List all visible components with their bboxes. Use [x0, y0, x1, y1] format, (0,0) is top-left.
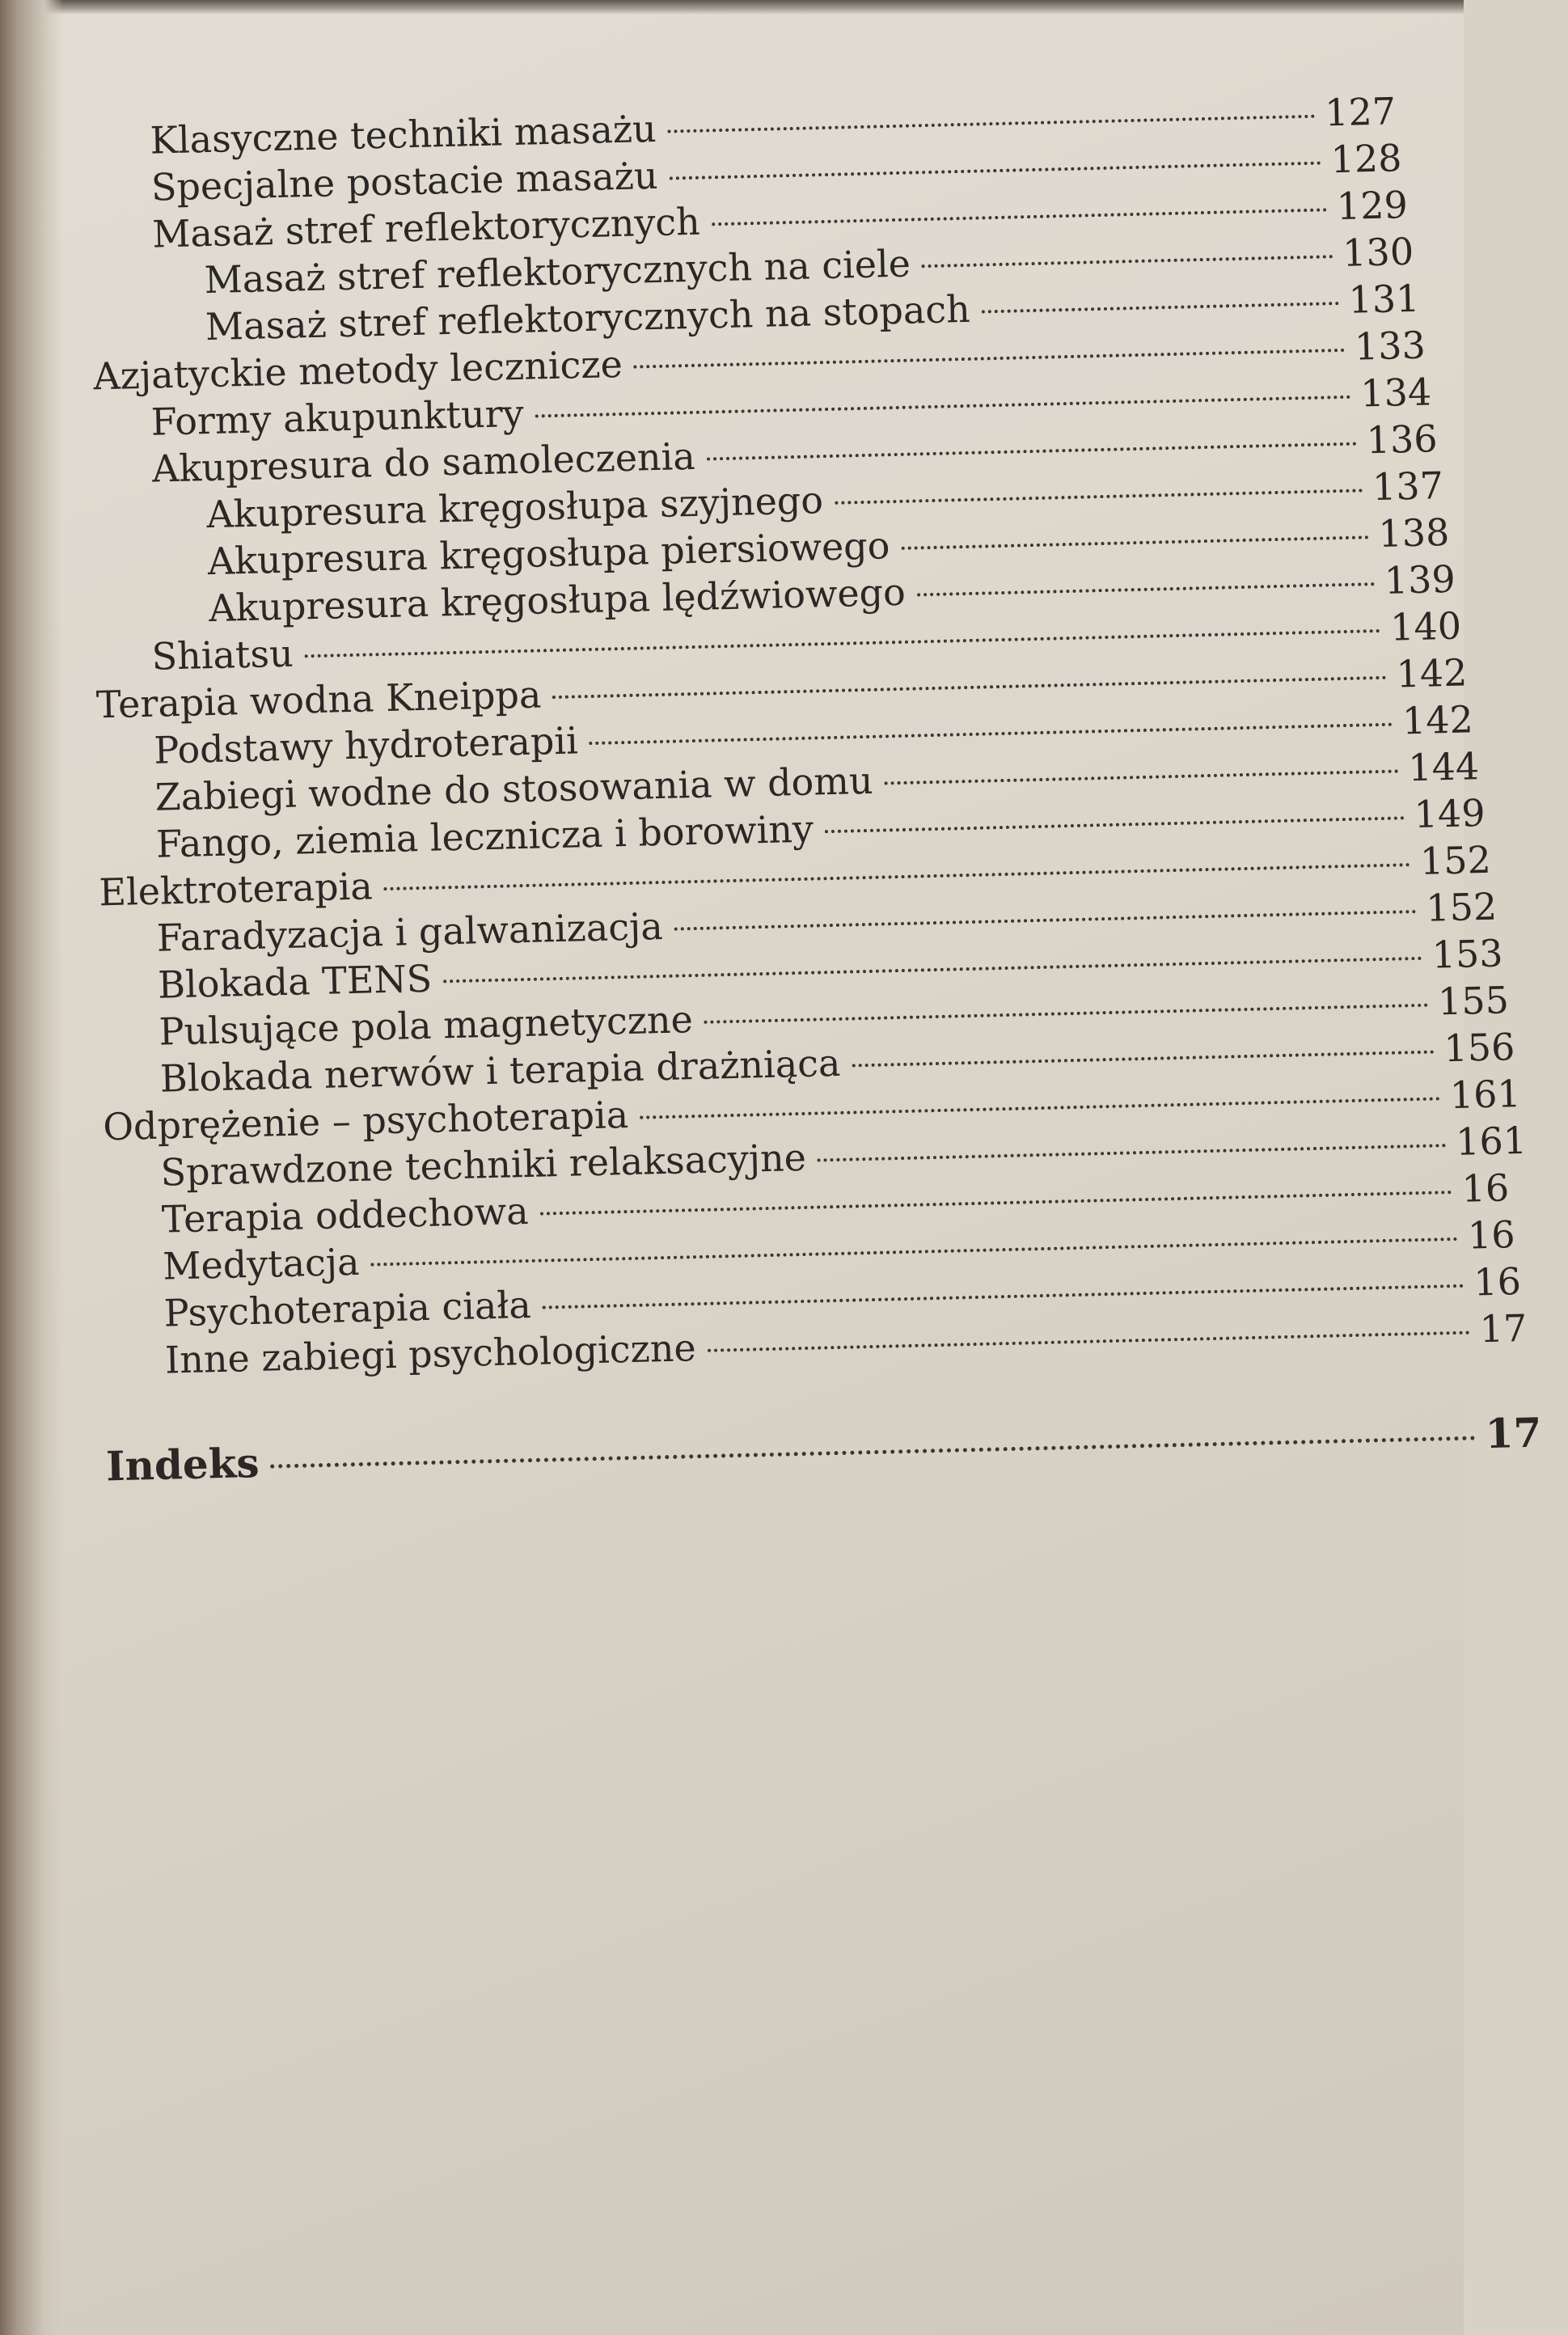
dot-leader — [535, 396, 1351, 418]
toc-entry-page: 131 — [1348, 276, 1421, 322]
toc-entry-title: Masaż stref reflektorycznych na stopach — [205, 286, 971, 349]
dot-leader — [540, 1191, 1452, 1216]
dot-leader — [818, 1144, 1447, 1161]
dot-leader — [371, 1237, 1459, 1267]
dot-leader — [384, 863, 1410, 890]
toc-entry-title: Terapia wodna Kneippa — [95, 672, 542, 727]
dot-leader — [552, 676, 1386, 699]
toc-entry-page: 134 — [1359, 370, 1432, 416]
toc-entry-page: 130 — [1342, 229, 1414, 275]
toc-entry-title: Shiatsu — [151, 631, 294, 679]
binding-shadow — [0, 0, 63, 2335]
toc-entry-title: Akupresura do samoleczenia — [151, 434, 696, 491]
toc-entry-title: Klasyczne techniki masażu — [149, 106, 657, 163]
toc-entry-title: Zabiegi wodne do stosowania w domu — [154, 758, 874, 819]
dot-leader — [543, 1284, 1464, 1309]
toc-entry-title: Specjalne postacie masażu — [150, 153, 659, 209]
toc-entry-page: 17 — [1485, 1408, 1543, 1458]
toc-entry-page: 152 — [1419, 837, 1492, 883]
toc-entry-title: Psychoterapia ciała — [163, 1282, 532, 1335]
toc-entry-title: Blokada nerwów i terapia drażniąca — [159, 1040, 841, 1101]
toc-entry-title: Fango, ziemia lecznicza i borowiny — [155, 806, 814, 866]
toc-entry-page: 138 — [1377, 510, 1450, 556]
toc-entry-page: 17 — [1479, 1305, 1528, 1352]
dot-leader — [917, 582, 1375, 596]
toc-entry-page: 136 — [1366, 417, 1439, 463]
toc-entry-page: 137 — [1371, 463, 1444, 510]
toc-entry-title: Odprężenie – psychoterapia — [102, 1093, 629, 1149]
dot-leader — [704, 1004, 1428, 1024]
toc-entry-title: Masaż stref reflektorycznych — [151, 199, 701, 256]
toc-entry-title: Inne zabiegi psychologiczne — [164, 1326, 697, 1382]
toc-entry-title: Terapia oddechowa — [161, 1188, 530, 1242]
toc-entry-page: 152 — [1425, 884, 1498, 930]
dot-leader — [852, 1051, 1434, 1068]
dot-leader — [634, 349, 1345, 369]
toc-entry-title: Podstawy hydroterapii — [153, 718, 579, 772]
toc-entry-page: 156 — [1443, 1025, 1515, 1071]
dot-leader — [443, 957, 1422, 983]
toc-entry-title: Akupresura kręgosłupa lędźwiowego — [208, 569, 907, 631]
toc-entry-page: 144 — [1407, 744, 1480, 790]
toc-entry-page: 16 — [1467, 1212, 1516, 1258]
toc-entry-title: Akupresura kręgosłupa piersiowego — [207, 523, 890, 584]
toc-entry-title: Pulsujące pola magnetyczne — [158, 997, 694, 1054]
toc-entry-page: 16 — [1460, 1165, 1510, 1211]
dot-leader — [922, 255, 1333, 268]
toc-entry-title: Blokada TENS — [157, 956, 433, 1007]
toc-entry-title: Sprawdzone techniki relaksacyjne — [160, 1135, 807, 1195]
toc-entry-index — [106, 1410, 1561, 1489]
toc-entry-page: 142 — [1401, 697, 1474, 743]
dot-leader — [835, 489, 1363, 504]
toc-entry-page: 161 — [1455, 1118, 1528, 1164]
dot-leader — [590, 723, 1393, 745]
dot-leader — [271, 1436, 1476, 1468]
toc-entry-page: 129 — [1336, 183, 1409, 229]
table-of-contents — [0, 85, 1543, 1491]
dot-leader — [708, 1331, 1470, 1352]
dot-leader — [674, 910, 1417, 931]
toc-entry-page: 153 — [1431, 931, 1504, 977]
page-top-edge — [0, 0, 1464, 15]
dot-leader — [305, 629, 1381, 658]
dot-leader — [707, 442, 1357, 461]
toc-entry-page: 16 — [1473, 1259, 1522, 1305]
toc-entry-page: 139 — [1384, 556, 1456, 603]
toc-entry-title: Medytacja — [162, 1239, 361, 1288]
dot-leader — [640, 1097, 1440, 1119]
toc-entry-page: 127 — [1324, 89, 1397, 135]
toc-entry-title: Indeks — [105, 1438, 260, 1491]
toc-entry-title: Azjatyckie metody lecznicze — [92, 341, 623, 399]
toc-entry-page: 142 — [1395, 650, 1469, 696]
toc-entry-title: Formy akupunktury — [150, 391, 525, 444]
toc-entry-title: Faradyzacja i galwanizacja — [156, 903, 664, 960]
dot-leader — [825, 816, 1405, 833]
dot-leader — [901, 535, 1368, 550]
dot-leader — [668, 115, 1316, 133]
toc-entry-page: 133 — [1354, 323, 1426, 369]
toc-entry-title: Akupresura kręgosłupa szyjnego — [205, 478, 824, 537]
dot-leader — [884, 769, 1398, 785]
toc-entry-page: 140 — [1389, 603, 1462, 649]
toc-entry-page: 149 — [1414, 790, 1486, 837]
toc-entry-page: 128 — [1329, 136, 1402, 182]
toc-entry-page: 161 — [1449, 1072, 1522, 1118]
dot-leader — [712, 208, 1327, 226]
toc-entry-page: 155 — [1437, 978, 1510, 1024]
toc-entry-title: Masaż stref reflektorycznych na ciele — [204, 241, 911, 302]
dot-leader — [670, 162, 1321, 180]
toc-entry-title: Elektroterapia — [98, 864, 374, 915]
dot-leader — [982, 302, 1339, 313]
